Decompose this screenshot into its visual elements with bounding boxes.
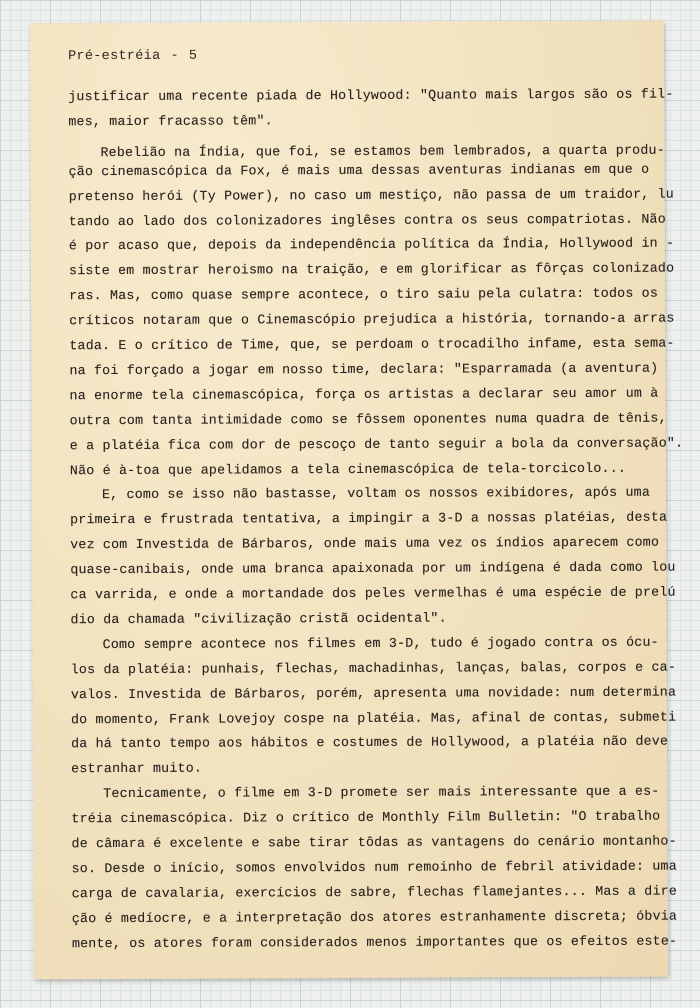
text-line: ção cinemascópica da Fox, é mais uma dessas aventuras indianas em que o: [68, 161, 650, 179]
text-line: mente, os atores foram considerados menos importantes que os efeitos este-: [71, 933, 678, 951]
text-line: da há tanto tempo aos hábitos e costumes de Hollywood, a platéia não deve: [71, 734, 669, 752]
text-line: Como sempre acontece nos filmes em 3-D, tudo é jogado contra os ócu-: [102, 634, 659, 652]
text-line: do momento, Frank Lovejoy cospe na platéia. Mas, afinal de contas, submeti: [70, 709, 677, 727]
text-line: quase-canibais, onde uma branca apaixonada por um indígena é dada como lou: [70, 559, 676, 578]
header-separator: -: [170, 48, 179, 64]
paper-sheet: [30, 21, 684, 980]
text-line: E, como se isso não bastasse, voltam os nossos exibidores, após uma: [101, 485, 651, 503]
page-header: [68, 49, 197, 65]
text-line: outra com tanta intimidade como se fôssem oponentes numa quadra de tênis,: [69, 410, 667, 428]
page-number: 5: [188, 48, 198, 64]
text-line: de câmara é excelente e sabe tirar tôdas as vantagens do cenário montanho-: [71, 833, 677, 852]
text-line: Rebelião na Índia, que foi, se estamos bem lembrados, a quarta produ-: [100, 142, 665, 160]
text-line: ca varrida, e onde a mortandade dos peles vermelhas é uma espécie de prelú: [70, 584, 676, 603]
text-line: siste em mostrar heroismo na traição, e em glorificar as fôrças colonizado: [68, 260, 675, 279]
text-line: vez com Investida de Bárbaros, onde mais uma vez os índios aparecem como: [70, 534, 660, 553]
typed-text-body: [68, 86, 684, 951]
text-line: so. Desde o início, somos envolvidos num remoinho de febril atividade: uma: [71, 858, 677, 877]
text-line: críticos notaram que o Cinemascópio prejudica a história, tornando-a arras: [69, 310, 675, 329]
text-line: mes, maior fracasso têm".: [68, 113, 273, 130]
text-line: carga de cavalaria, exercícios de sabre, flechas flamejantes... Mas a dire: [71, 883, 678, 902]
text-line: primeira e frustrada tentativa, a impingir a 3-D a nossas platéias, desta: [70, 509, 668, 528]
text-line: na enorme tela cinemascópica, força os artistas a declarar seu amor um à: [69, 385, 659, 404]
text-line: Não é à-toa que apelidamos a tela cinemascópica de tela-torcicolo...: [69, 460, 627, 478]
text-line: ras. Mas, como quase sempre acontece, o tiro saiu pela culatra: todos os: [69, 285, 659, 304]
text-line: dio da chamada "civilização cristã ocidental".: [70, 610, 447, 628]
text-line: tréia cinemascópica. Diz o crítico de Monthly Film Bulletin: "O trabalho: [71, 808, 661, 827]
header-title: Pré-estréia: [68, 48, 161, 65]
text-line: los da platéia: punhais, flechas, machadinhas, lanças, balas, corpos e ca-: [70, 659, 677, 677]
text-line: Tecnicamente, o filme em 3-D promete ser mais interessante que a es-: [103, 783, 660, 802]
text-line: tada. E o crítico de Time, que, se perdoam o trocadilho infame, esta sema-: [69, 335, 675, 354]
text-line: é por acaso que, depois da independência política da Índia, Hollywood in -: [68, 235, 675, 254]
text-line: pretenso herói (Ty Power), no caso um mestiço, não passa de um traidor, lu: [68, 186, 674, 204]
text-line: ção é medíocre, e a interpretação dos atores estranhamente discreta; óbvia: [71, 908, 678, 926]
text-line: e a platéia fica com dor de pescoço de tanto seguir a bola da conversação".: [69, 435, 684, 453]
text-line: valos. Investida de Bárbaros, porém, apresenta uma novidade: num determina: [70, 684, 677, 702]
text-line: na foi forçado a jogar em nosso time, declara: "Esparramada (a aventura): [69, 360, 659, 379]
text-line: tando ao lado dos colonizadores inglêses contra os seus compatriotas. Não: [68, 211, 666, 229]
text-line: estranhar muito.: [71, 760, 203, 777]
text-line: justificar uma recente piada de Hollywood: "Quanto mais largos são os fil-: [68, 86, 674, 105]
